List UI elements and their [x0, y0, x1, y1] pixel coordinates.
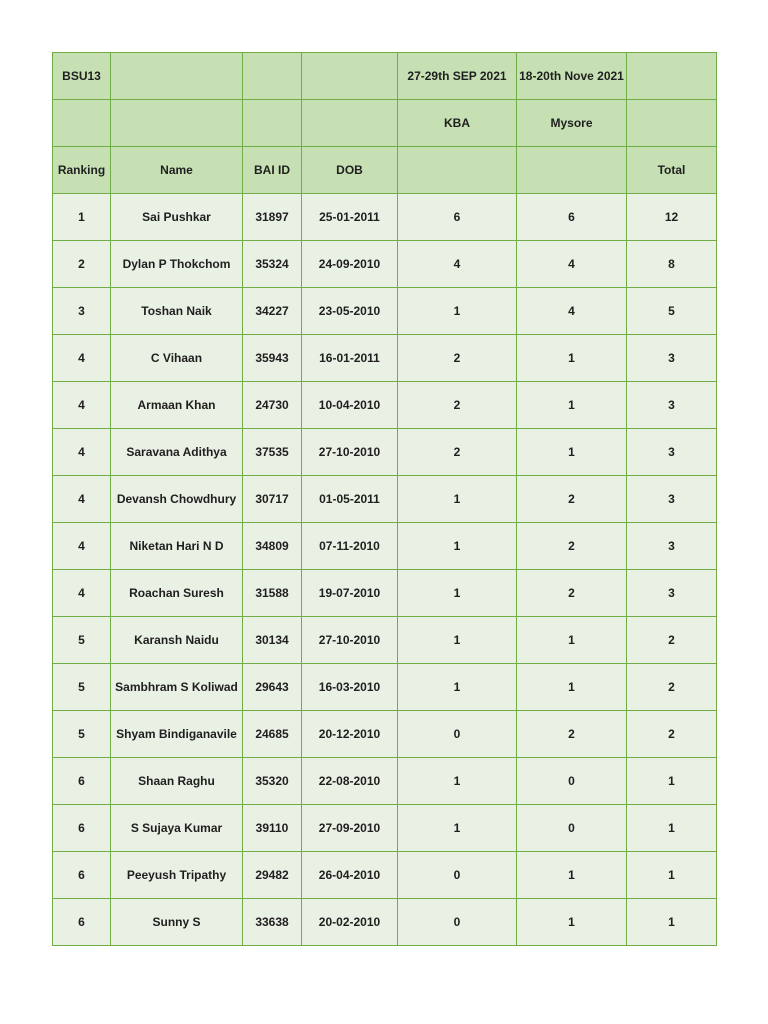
table-row [53, 664, 717, 711]
cell-mysore-points: 1 [517, 382, 627, 429]
cell-bai-id: 29482 [243, 852, 302, 899]
cell-mysore-points: 1 [517, 429, 627, 476]
cell-kba-points: 1 [398, 523, 517, 570]
header-cell [398, 147, 517, 194]
table-row [53, 429, 717, 476]
cell-name: Sunny S [111, 899, 243, 946]
column-header-ranking: Ranking [53, 147, 111, 194]
cell-total: 3 [627, 570, 717, 617]
cell-kba-points: 1 [398, 476, 517, 523]
cell-dob: 27-10-2010 [302, 429, 398, 476]
cell-ranking: 6 [53, 899, 111, 946]
cell-ranking: 2 [53, 241, 111, 288]
table-row [53, 617, 717, 664]
cell-total: 1 [627, 899, 717, 946]
cell-kba-points: 0 [398, 899, 517, 946]
header-row-events [53, 53, 717, 100]
cell-dob: 23-05-2010 [302, 288, 398, 335]
header-cell [243, 100, 302, 147]
cell-dob: 26-04-2010 [302, 852, 398, 899]
cell-kba-points: 1 [398, 570, 517, 617]
cell-bai-id: 34809 [243, 523, 302, 570]
cell-ranking: 6 [53, 805, 111, 852]
cell-mysore-points: 1 [517, 664, 627, 711]
cell-total: 1 [627, 805, 717, 852]
cell-total: 3 [627, 429, 717, 476]
cell-kba-points: 2 [398, 335, 517, 382]
cell-mysore-points: 2 [517, 476, 627, 523]
cell-mysore-points: 6 [517, 194, 627, 241]
cell-bai-id: 24685 [243, 711, 302, 758]
cell-ranking: 4 [53, 429, 111, 476]
header-cell [243, 53, 302, 100]
cell-bai-id: 37535 [243, 429, 302, 476]
cell-kba-points: 0 [398, 852, 517, 899]
cell-kba-points: 1 [398, 805, 517, 852]
cell-bai-id: 30717 [243, 476, 302, 523]
cell-name: Devansh Chowdhury [111, 476, 243, 523]
cell-kba-points: 1 [398, 617, 517, 664]
cell-ranking: 4 [53, 335, 111, 382]
table-row [53, 711, 717, 758]
cell-dob: 27-09-2010 [302, 805, 398, 852]
cell-name: Sai Pushkar [111, 194, 243, 241]
cell-mysore-points: 4 [517, 288, 627, 335]
header-cell [517, 147, 627, 194]
cell-total: 2 [627, 711, 717, 758]
cell-ranking: 4 [53, 570, 111, 617]
venue-mysore: Mysore [517, 100, 627, 147]
cell-bai-id: 39110 [243, 805, 302, 852]
cell-ranking: 6 [53, 758, 111, 805]
cell-name: Sambhram S Koliwad [111, 664, 243, 711]
cell-name: Saravana Adithya [111, 429, 243, 476]
cell-name: Niketan Hari N D [111, 523, 243, 570]
cell-dob: 24-09-2010 [302, 241, 398, 288]
cell-ranking: 5 [53, 664, 111, 711]
cell-total: 3 [627, 523, 717, 570]
cell-bai-id: 30134 [243, 617, 302, 664]
table-row [53, 523, 717, 570]
column-header-bai-id: BAI ID [243, 147, 302, 194]
column-header-total: Total [627, 147, 717, 194]
cell-bai-id: 31897 [243, 194, 302, 241]
venue-kba: KBA [398, 100, 517, 147]
cell-ranking: 4 [53, 382, 111, 429]
column-header-dob: DOB [302, 147, 398, 194]
cell-name: Dylan P Thokchom [111, 241, 243, 288]
cell-bai-id: 29643 [243, 664, 302, 711]
cell-dob: 20-12-2010 [302, 711, 398, 758]
cell-dob: 07-11-2010 [302, 523, 398, 570]
cell-dob: 16-01-2011 [302, 335, 398, 382]
cell-mysore-points: 0 [517, 758, 627, 805]
category-label: BSU13 [53, 53, 111, 100]
cell-bai-id: 24730 [243, 382, 302, 429]
table-row [53, 852, 717, 899]
header-cell [111, 53, 243, 100]
header-cell [302, 53, 398, 100]
header-row-columns [53, 147, 717, 194]
cell-kba-points: 1 [398, 288, 517, 335]
cell-total: 2 [627, 664, 717, 711]
cell-total: 3 [627, 382, 717, 429]
header-cell [53, 100, 111, 147]
cell-name: Karansh Naidu [111, 617, 243, 664]
cell-mysore-points: 1 [517, 617, 627, 664]
header-cell [302, 100, 398, 147]
table-row [53, 476, 717, 523]
cell-name: S Sujaya Kumar [111, 805, 243, 852]
cell-name: C Vihaan [111, 335, 243, 382]
table-row [53, 194, 717, 241]
cell-total: 12 [627, 194, 717, 241]
cell-bai-id: 35943 [243, 335, 302, 382]
cell-total: 5 [627, 288, 717, 335]
cell-bai-id: 31588 [243, 570, 302, 617]
cell-dob: 27-10-2010 [302, 617, 398, 664]
cell-kba-points: 1 [398, 758, 517, 805]
cell-bai-id: 33638 [243, 899, 302, 946]
cell-ranking: 6 [53, 852, 111, 899]
cell-kba-points: 1 [398, 664, 517, 711]
cell-dob: 01-05-2011 [302, 476, 398, 523]
cell-mysore-points: 4 [517, 241, 627, 288]
cell-name: Shaan Raghu [111, 758, 243, 805]
header-cell [111, 100, 243, 147]
cell-dob: 19-07-2010 [302, 570, 398, 617]
cell-total: 2 [627, 617, 717, 664]
cell-total: 3 [627, 335, 717, 382]
table-row [53, 758, 717, 805]
cell-bai-id: 35324 [243, 241, 302, 288]
cell-mysore-points: 2 [517, 711, 627, 758]
cell-total: 8 [627, 241, 717, 288]
table-body [53, 194, 717, 946]
header-row-venues [53, 100, 717, 147]
cell-kba-points: 2 [398, 382, 517, 429]
cell-dob: 22-08-2010 [302, 758, 398, 805]
header-cell [627, 53, 717, 100]
cell-dob: 16-03-2010 [302, 664, 398, 711]
cell-kba-points: 2 [398, 429, 517, 476]
event-date-mysore: 18-20th Nove 2021 [517, 53, 627, 100]
cell-bai-id: 34227 [243, 288, 302, 335]
cell-mysore-points: 1 [517, 899, 627, 946]
table-row [53, 899, 717, 946]
cell-name: Armaan Khan [111, 382, 243, 429]
cell-ranking: 4 [53, 523, 111, 570]
cell-kba-points: 4 [398, 241, 517, 288]
cell-mysore-points: 1 [517, 852, 627, 899]
ranking-table [52, 52, 717, 946]
table-row [53, 570, 717, 617]
cell-total: 1 [627, 852, 717, 899]
cell-dob: 20-02-2010 [302, 899, 398, 946]
cell-total: 3 [627, 476, 717, 523]
event-date-kba: 27-29th SEP 2021 [398, 53, 517, 100]
cell-name: Toshan Naik [111, 288, 243, 335]
table-row [53, 288, 717, 335]
table-row [53, 805, 717, 852]
cell-ranking: 1 [53, 194, 111, 241]
header-cell [627, 100, 717, 147]
cell-ranking: 4 [53, 476, 111, 523]
cell-dob: 10-04-2010 [302, 382, 398, 429]
table-row [53, 382, 717, 429]
cell-kba-points: 6 [398, 194, 517, 241]
column-header-name: Name [111, 147, 243, 194]
cell-mysore-points: 1 [517, 335, 627, 382]
cell-dob: 25-01-2011 [302, 194, 398, 241]
cell-ranking: 5 [53, 617, 111, 664]
table-row [53, 335, 717, 382]
cell-name: Peeyush Tripathy [111, 852, 243, 899]
cell-ranking: 3 [53, 288, 111, 335]
table-row [53, 241, 717, 288]
cell-mysore-points: 2 [517, 523, 627, 570]
cell-name: Shyam Bindiganavile [111, 711, 243, 758]
cell-name: Roachan Suresh [111, 570, 243, 617]
cell-kba-points: 0 [398, 711, 517, 758]
cell-mysore-points: 0 [517, 805, 627, 852]
cell-total: 1 [627, 758, 717, 805]
cell-mysore-points: 2 [517, 570, 627, 617]
cell-bai-id: 35320 [243, 758, 302, 805]
cell-ranking: 5 [53, 711, 111, 758]
